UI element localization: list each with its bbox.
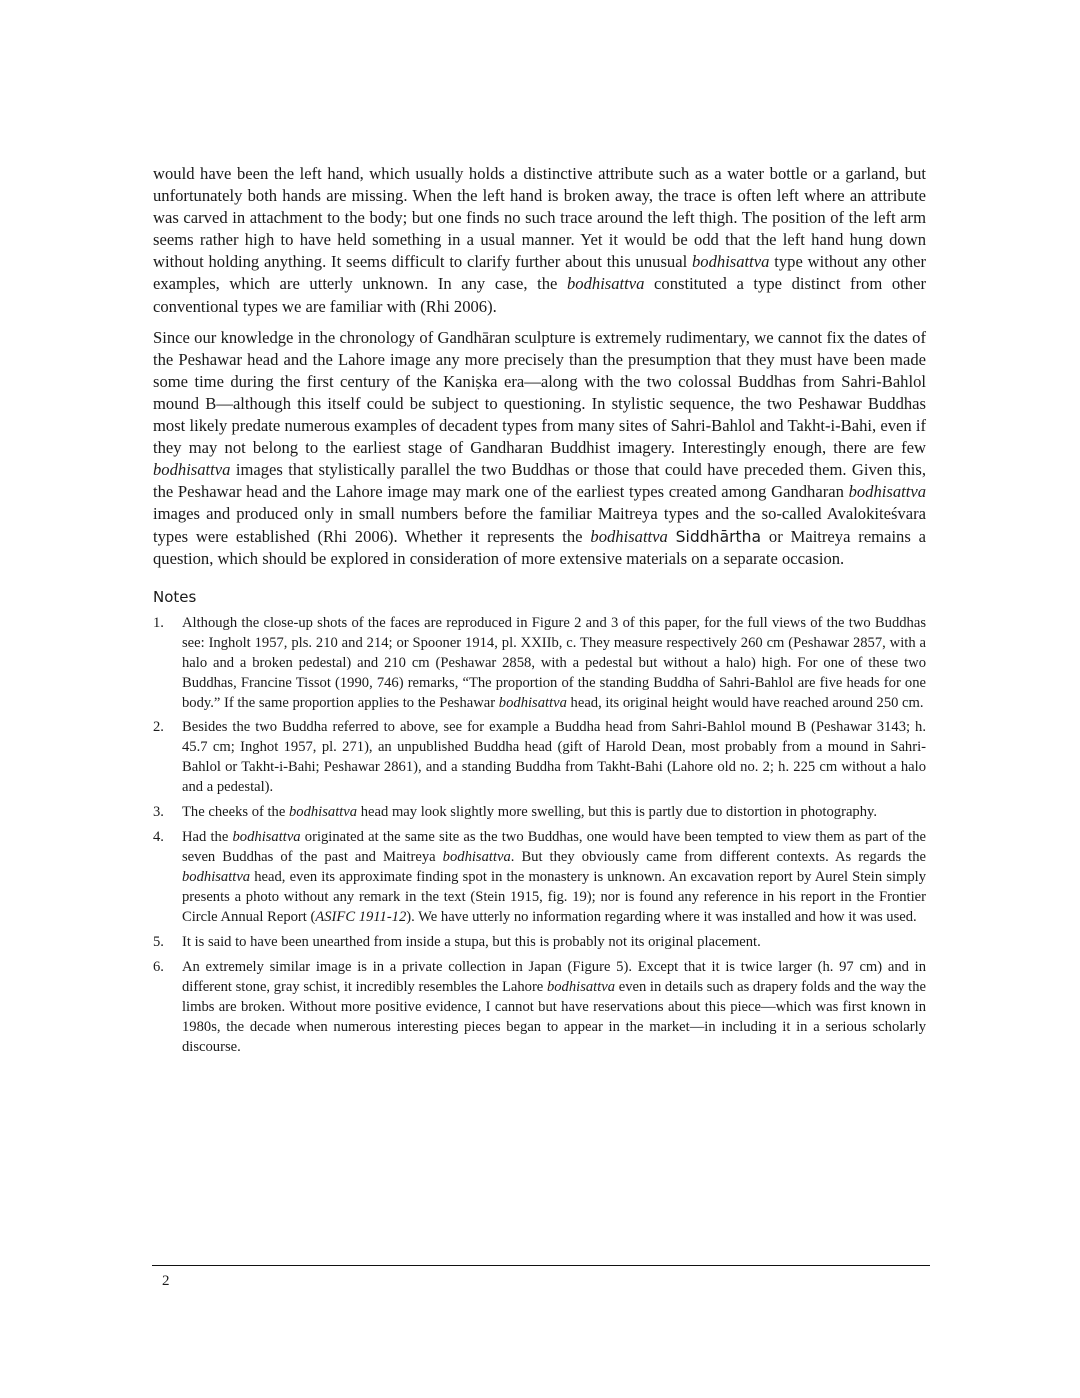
note-item	[153, 958, 926, 1058]
page-content	[153, 163, 926, 1063]
note-item	[153, 803, 926, 823]
note-number: 4.	[153, 829, 164, 846]
text-run: head may look slightly more swelling, but this is partly due to distortion in photography.	[357, 804, 878, 821]
text-run: type without any other examples, which are utterly unknown. In any case, the	[153, 252, 926, 294]
text-run: Although the close-up shots of the faces are reproduced in Figure 2 and 3 of this paper, for the full views of the two Buddhas see: Ingholt 1957, pls. 210 and 214; or Spooner 1914, pl. XXIIb, c. They measure respectively 260 cm (Peshawar 2857, with a halo and a broken pedestal) and 210 cm (Peshawar 2858, with a pedestal but without a halo) high. For one of these two Buddhas, Francine Tissot (1990, 746) remarks, “The proportion of the standing Buddha of Sahri-Bahlol are five heads for one body.” If the same proportion applies to the Peshawar	[182, 614, 926, 711]
note-item	[153, 614, 926, 714]
note-number: 1.	[153, 614, 164, 631]
text-run: images and produced only in small numbers before the familiar Maitreya types and the so-called Avalokiteśvara types were established (Rhi 2006). Whether it represents the	[153, 504, 926, 546]
note-item	[153, 718, 926, 798]
italic-term: bodhisattva	[692, 252, 770, 272]
text-run: Had the	[182, 829, 233, 846]
text-run: even in details such as drapery folds and the way the limbs are broken. Without more positive evidence, I cannot but have reservations about this piece—which was first known in 1980s, the decade when numerous interesting pieces began to appear in the market—in including it in a serious scholarly discourse.	[182, 978, 926, 1055]
italic-term: bodhisattva	[546, 978, 616, 995]
italic-term: bodhisattva	[848, 482, 926, 502]
text-run: Since our knowledge in the chronology of Gandhāran sculpture is extremely rudimentary, we cannot fix the dates of the Peshawar head and the Lahore image any more precisely than the presumption that they must have been made some time during the first century of the Kaniṣka era—along with the two colossal Buddhas from Sahri-Bahlol mound B—although this itself could be subject to questioning. In stylistic sequence, the two Peshawar Buddhas most likely predate numerous examples of decadent types from many sites of Sahri-Bahlol and Takht-i-Bahi, even if they may not belong to the earliest stage of Gandharan Buddhist imagery. Interestingly enough, there are few	[153, 327, 926, 458]
text-run: head, even its approximate finding spot in the monastery is unknown. An excavation report by Aurel Stein simply presents a photo without any remark in the text (Stein 1915, fig. 19); nor is found any reference in his report in the Frontier Circle Annual Report (	[182, 869, 926, 926]
text-run: originated at the same site as the two Buddhas, one would have been tempted to view them as part of the seven Buddhas of the past and Maitreya	[182, 829, 926, 866]
italic-term: bodhisattva	[590, 526, 668, 546]
text-run: It is said to have been unearthed from inside a stupa, but this is probably not its original placement.	[182, 933, 761, 950]
text-run: An extremely similar image is in a private collection in Japan (Figure 5). Except that it is twice larger (h. 97 cm) and in different stone, gray schist, it incredibly resembles the Lahore	[182, 958, 926, 995]
italic-term: bodhisattva	[232, 829, 301, 846]
text-run: . But they obviously came from different contexts. As regards the	[510, 849, 926, 866]
note-item	[153, 933, 926, 953]
footer-rule	[152, 1265, 930, 1266]
italic-term: bodhisattva	[288, 804, 358, 821]
body-paragraph-2	[153, 327, 926, 570]
text-run: Besides the two Buddha referred to above, see for example a Buddha head from Sahri-Bahlol mound B (Peshawar 3143; h. 45.7 cm; Inghot 1957, pl. 271), an unpublished Buddha head (gift of Harold Dean, most probably from a mound in Sahri-Bahlol or Takht-i-Bahi; Peshawar 2861), and a standing Buddha from Takht-Bahi (Lahore old no. 2; h. 225 cm without a halo and a pedestal).	[182, 719, 926, 796]
note-number: 2.	[153, 719, 164, 736]
italic-term: bodhisattva	[182, 869, 251, 886]
notes-heading: Notes	[153, 587, 197, 606]
italic-term: bodhisattva	[153, 460, 231, 480]
note-number: 3.	[153, 804, 164, 821]
page-number: 2	[162, 1273, 170, 1289]
text-run: or Maitreya remains a question, which should be explored in consideration of more extensive materials on a separate occasion.	[153, 526, 927, 568]
body-paragraph-1	[153, 163, 926, 318]
italic-term: bodhisattva	[442, 849, 511, 866]
note-item	[153, 828, 926, 928]
note-number: 6.	[153, 958, 164, 975]
text-run: head, its original height would have reached around 250 cm.	[566, 694, 924, 711]
note-number: 5.	[153, 933, 164, 950]
text-run: ). We have utterly no information regarding where it was installed and how it was used.	[406, 909, 917, 926]
text-run: would have been the left hand, which usually holds a distinctive attribute such as a water bottle or a garland, but unfortunately both hands are missing. When the left hand is broken away, the trace is often left where an attribute was carved in attachment to the body; but one finds no such trace around the left thigh. The position of the left arm seems rather high to have held something in a usual manner. Yet it would be odd that the left hand hung down without holding anything. It seems difficult to clarify further about this unusual	[153, 164, 926, 272]
text-run	[668, 527, 676, 546]
italic-term: bodhisattva	[498, 694, 567, 711]
italic-term: ASIFC 1911-12	[315, 909, 407, 926]
text-run: images that stylistically parallel the two Buddhas or those that could have preceded them. Given this, the Peshawar head and the Lahore image may mark one of the earliest types created among Gandharan	[153, 460, 926, 502]
notes-list	[153, 614, 926, 1058]
text-run: constituted a type distinct from other conventional types we are familiar with (Rhi 2006).	[153, 274, 926, 316]
text-run: The cheeks of the	[182, 804, 289, 821]
text-run: Siddhārtha	[675, 527, 762, 546]
italic-term: bodhisattva	[567, 274, 645, 294]
